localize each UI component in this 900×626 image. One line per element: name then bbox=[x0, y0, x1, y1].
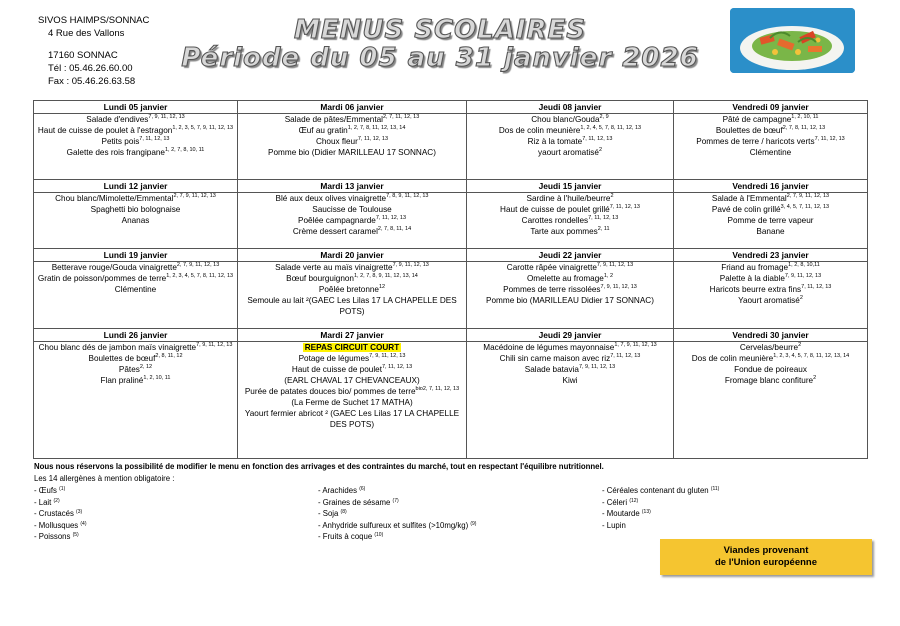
dish-item bbox=[240, 408, 464, 430]
dish-name: Carotte râpée vinaigrette bbox=[506, 263, 597, 272]
dish-name: Macédoine de légumes mayonnaise bbox=[483, 343, 615, 352]
dish-item bbox=[469, 342, 671, 353]
allergen-codes: 2, 7, 8, 11, 14 bbox=[377, 226, 412, 232]
menu-title: MENUS SCOLAIRES bbox=[293, 15, 587, 45]
allergen-name: - Crustacés bbox=[34, 509, 74, 519]
allergen-codes: 2, 7, 9, 11, 12, 13 bbox=[176, 262, 220, 268]
dish-item bbox=[240, 273, 464, 284]
allergen-number: (1) bbox=[59, 486, 66, 492]
dish-item bbox=[36, 193, 235, 204]
dish-item bbox=[676, 125, 865, 136]
dish-item bbox=[240, 364, 464, 375]
day-menu-cell bbox=[467, 114, 674, 180]
dish-item bbox=[240, 262, 464, 273]
allergen-name: - Œufs bbox=[34, 486, 57, 495]
dish-name: Haricots beurre extra fins bbox=[709, 285, 802, 294]
allergen-number: (5) bbox=[72, 532, 79, 539]
phone: Tél : 05.46.26.60.00 bbox=[48, 63, 133, 74]
dish-name: Purée de patates douces bio/ pommes de terre bbox=[244, 387, 416, 396]
allergen-name: - Fruits à coque bbox=[318, 532, 373, 542]
dish-item bbox=[240, 375, 464, 386]
dish-item bbox=[469, 262, 671, 273]
dish-name: Crème dessert caramel bbox=[292, 227, 378, 236]
day-menu-cell bbox=[34, 262, 238, 329]
allergen-codes: 7, 9, 11, 12, 13 bbox=[148, 114, 185, 120]
allergen-name: - Graines de sésame bbox=[318, 497, 391, 507]
allergen-name: - Céréales contenant du gluten bbox=[602, 486, 709, 495]
dish-photo bbox=[730, 8, 855, 73]
page-title bbox=[160, 16, 720, 72]
allergen-codes: 7, 11, 12, 13 bbox=[588, 215, 619, 221]
day-menu-cell bbox=[34, 114, 238, 180]
allergens-col-3 bbox=[602, 485, 719, 531]
allergen-item bbox=[318, 497, 476, 509]
allergen-name: - Anhydride sulfureux et sulfites (>10mg/kg) bbox=[318, 520, 469, 530]
dish-name: Salade verte au maïs vinaigrette bbox=[275, 263, 393, 272]
allergen-codes: bio2, 7, 11, 12, 13 bbox=[415, 386, 460, 392]
dish-item bbox=[676, 295, 865, 306]
dish-name: Haut de cuisse de poulet bbox=[291, 365, 382, 374]
dish-name: Tarte aux pommes bbox=[530, 227, 598, 236]
dish-name: yaourt aromatisé bbox=[537, 148, 599, 157]
dish-item bbox=[240, 353, 464, 364]
dish-item bbox=[676, 226, 865, 237]
allergen-item bbox=[602, 508, 719, 520]
dish-item bbox=[36, 147, 235, 158]
day-heading: Lundi 26 janvier bbox=[34, 329, 238, 342]
allergen-item bbox=[318, 508, 476, 520]
week-dishes-row bbox=[34, 114, 868, 180]
day-menu-cell bbox=[238, 262, 467, 329]
allergen-codes: 7, 11, 12, 13 bbox=[610, 353, 641, 359]
address-block bbox=[38, 14, 149, 88]
allergen-codes: 3, 4, 5, 7, 11, 12, 13 bbox=[780, 204, 830, 210]
dish-name: Dos de colin meunière bbox=[498, 126, 581, 135]
allergen-item bbox=[602, 497, 719, 509]
day-heading: Jeudi 22 janvier bbox=[467, 249, 674, 262]
dish-item bbox=[36, 125, 235, 136]
allergen-number: (11) bbox=[710, 486, 720, 492]
allergen-number: (8) bbox=[340, 509, 347, 516]
dish-name: Chou blanc/Gouda bbox=[531, 115, 600, 124]
allergen-codes: 7, 11, 12, 13 bbox=[582, 136, 613, 142]
day-menu-cell bbox=[467, 342, 674, 459]
dish-item bbox=[469, 295, 671, 306]
dish-name: Cervelas/beurre bbox=[739, 343, 799, 352]
day-heading: Lundi 19 janvier bbox=[34, 249, 238, 262]
dish-name: Gratin de poisson/pommes de terre bbox=[37, 274, 167, 283]
menu-period: Période du 05 au 31 janvier 2026 bbox=[181, 43, 699, 73]
dish-name: Riz à la tomate bbox=[527, 137, 583, 146]
dish-name: Œuf au gratin bbox=[298, 126, 348, 135]
dish-item bbox=[36, 215, 235, 226]
street: 4 Rue des Vallons bbox=[48, 28, 125, 39]
allergen-item bbox=[602, 520, 719, 532]
dish-name: Poêlée bretonne bbox=[318, 285, 379, 294]
city: 17160 SONNAC bbox=[48, 50, 118, 61]
day-heading: Vendredi 30 janvier bbox=[674, 329, 868, 342]
dish-item bbox=[676, 215, 865, 226]
dish-item bbox=[676, 147, 865, 158]
dish-item bbox=[240, 215, 464, 226]
day-menu-cell bbox=[34, 193, 238, 249]
dish-name: Choux fleur bbox=[315, 137, 358, 146]
dish-name: Saucisse de Toulouse bbox=[312, 205, 392, 214]
dish-name: Boulettes de bœuf bbox=[715, 126, 783, 135]
dish-name: Salade batavia bbox=[524, 365, 579, 374]
dish-name: Pavé de colin grillé bbox=[711, 205, 781, 214]
dish-item bbox=[469, 125, 671, 136]
dish-item bbox=[676, 136, 865, 147]
origin-line-1: Viandes provenant bbox=[723, 545, 809, 556]
dish-name: Ananas bbox=[121, 216, 150, 225]
dish-name: (EARL CHAVAL 17 CHEVANCEAUX) bbox=[284, 376, 420, 385]
day-heading: Mardi 13 janvier bbox=[238, 180, 467, 193]
dish-name: Haut de cuisse de poulet à l'estragon bbox=[37, 126, 173, 135]
disclaimer: Nous nous réservons la possibilité de modifier le menu en fonction des arrivages et des contraintes du marché, tout en respectant l'équilibre nutritionnel. bbox=[34, 462, 604, 471]
dish-name: Bœuf bourguignon bbox=[286, 274, 354, 283]
allergen-name: - Moutarde bbox=[602, 509, 640, 519]
dish-name: Betterave rouge/Gouda vinaigrette bbox=[51, 263, 177, 272]
allergen-codes: 7, 9, 11, 12, 13 bbox=[600, 284, 637, 290]
dish-item bbox=[240, 226, 464, 237]
allergen-codes: 7, 9, 11, 12, 13 bbox=[369, 353, 406, 359]
allergen-codes: 1, 2, 7, 8, 10, 11 bbox=[164, 147, 205, 153]
allergen-item bbox=[34, 497, 87, 509]
day-heading: Mardi 06 janvier bbox=[238, 101, 467, 114]
dish-item bbox=[36, 114, 235, 125]
allergen-codes: 7, 11, 12, 13 bbox=[801, 284, 832, 290]
dish-item bbox=[676, 114, 865, 125]
day-heading: Jeudi 15 janvier bbox=[467, 180, 674, 193]
dish-item bbox=[240, 295, 464, 317]
dish-name: Blé aux deux olives vinaigrette bbox=[275, 194, 387, 203]
allergen-item bbox=[602, 485, 719, 497]
allergen-item bbox=[34, 520, 87, 532]
allergen-codes: 7, 11, 12, 13 bbox=[609, 204, 640, 210]
dish-item bbox=[469, 375, 671, 386]
day-menu-cell bbox=[674, 193, 868, 249]
dish-item bbox=[240, 114, 464, 125]
dish-name: Semoule au lait ²(GAEC Les Lilas 17 LA CHAPELLE DES POTS) bbox=[247, 296, 457, 316]
dish-item bbox=[240, 125, 464, 136]
dish-name: Pâté de campagne bbox=[722, 115, 792, 124]
day-heading: Vendredi 23 janvier bbox=[674, 249, 868, 262]
dish-name: Haut de cuisse de poulet grillé bbox=[500, 205, 610, 214]
allergen-codes: 2, 7, 9, 11, 12, 13 bbox=[786, 193, 830, 199]
day-heading: Vendredi 16 janvier bbox=[674, 180, 868, 193]
day-menu-cell bbox=[467, 262, 674, 329]
day-menu-cell bbox=[674, 342, 868, 459]
allergen-number: (12) bbox=[629, 497, 639, 504]
allergen-codes: 2 bbox=[798, 342, 802, 348]
dish-item bbox=[36, 353, 235, 364]
allergen-codes: 7, 11, 12, 13 bbox=[357, 136, 389, 142]
day-menu-cell bbox=[238, 193, 467, 249]
dish-item bbox=[240, 136, 464, 147]
dish-name: Salade d'endives bbox=[86, 115, 149, 124]
allergen-codes: 7, 9, 11, 12, 13 bbox=[392, 262, 429, 268]
allergen-codes: 1, 2, 10, 11 bbox=[791, 114, 819, 120]
dish-item bbox=[36, 375, 235, 386]
allergen-codes: 2, 11 bbox=[597, 226, 610, 232]
allergen-name: - Lupin bbox=[602, 520, 626, 530]
dish-item bbox=[469, 226, 671, 237]
dish-item bbox=[240, 397, 464, 408]
dish-item bbox=[676, 273, 865, 284]
dish-name: Banane bbox=[756, 227, 785, 236]
dish-item bbox=[676, 342, 865, 353]
allergens-title: Les 14 allergènes à mention obligatoire : bbox=[34, 474, 175, 483]
allergen-codes: 1, 2, 3, 5, 7, 9, 11, 12, 13 bbox=[172, 125, 234, 131]
day-heading: Lundi 05 janvier bbox=[34, 101, 238, 114]
day-heading: Jeudi 29 janvier bbox=[467, 329, 674, 342]
meat-origin-badge bbox=[660, 539, 872, 575]
allergen-codes: 7, 9, 11, 12, 13 bbox=[578, 364, 616, 370]
allergens-col-2 bbox=[318, 485, 476, 543]
day-menu-cell bbox=[467, 193, 674, 249]
allergen-codes: 7, 11, 12, 13 bbox=[381, 364, 413, 370]
allergen-codes: 2 bbox=[610, 193, 614, 199]
dish-item bbox=[676, 262, 865, 273]
allergen-codes: 2, 8, 11, 12 bbox=[155, 353, 183, 359]
dish-item bbox=[469, 284, 671, 295]
menu-table bbox=[33, 100, 868, 459]
allergen-name: - Soja bbox=[318, 509, 339, 519]
week-header-row bbox=[34, 180, 868, 193]
allergen-item bbox=[318, 485, 476, 497]
dish-item bbox=[36, 204, 235, 215]
dish-name: Boulettes de bœuf bbox=[88, 354, 156, 363]
allergen-codes: 2 bbox=[813, 375, 817, 381]
dish-name: Fondue de poireaux bbox=[734, 365, 807, 374]
allergen-item bbox=[34, 531, 87, 543]
dish-item bbox=[469, 204, 671, 215]
dish-item bbox=[469, 215, 671, 226]
allergen-codes: 7, 11, 12, 13 bbox=[375, 215, 407, 221]
dish-name: Fromage blanc confiture bbox=[724, 376, 814, 385]
week-dishes-row bbox=[34, 193, 868, 249]
dish-name: Pomme de terre vapeur bbox=[727, 216, 814, 225]
allergen-number: (9) bbox=[470, 520, 477, 527]
allergen-codes: 2 bbox=[598, 147, 603, 153]
dish-name: Chou blanc/Mimolette/Emmental bbox=[55, 194, 174, 203]
dish-name: Poêlée campagnarde bbox=[297, 216, 376, 225]
allergen-item bbox=[318, 520, 476, 532]
dish-name: Chou blanc dés de jambon maïs vinaigrette bbox=[38, 343, 197, 352]
allergen-number: (4) bbox=[80, 520, 87, 527]
allergen-item bbox=[318, 531, 476, 543]
dish-item bbox=[676, 364, 865, 375]
allergen-codes: 2, 9 bbox=[599, 114, 609, 120]
week-header-row bbox=[34, 101, 868, 114]
allergen-number: (3) bbox=[76, 509, 83, 516]
dish-item bbox=[36, 136, 235, 147]
dish-item bbox=[240, 204, 464, 215]
dish-name: Spaghetti bio bolognaise bbox=[90, 205, 181, 214]
dish-item bbox=[36, 342, 235, 353]
week-header-row bbox=[34, 249, 868, 262]
day-heading: Mardi 20 janvier bbox=[238, 249, 467, 262]
dish-name: Palette à la diable bbox=[719, 274, 785, 283]
dish-item bbox=[676, 375, 865, 386]
allergen-number: (6) bbox=[359, 486, 366, 492]
dish-item bbox=[469, 273, 671, 284]
dish-item bbox=[469, 114, 671, 125]
dish-item bbox=[469, 364, 671, 375]
day-heading: Jeudi 08 janvier bbox=[467, 101, 674, 114]
allergen-number: (10) bbox=[374, 532, 384, 539]
allergen-codes: 1, 2, 3, 4, 5, 7, 8, 11, 12, 13 bbox=[166, 273, 234, 279]
dish-name: (La Ferme de Suchet 17 MATHA) bbox=[291, 398, 413, 407]
allergen-codes: 1, 2, 4, 5, 7, 8, 11, 12, 13 bbox=[580, 125, 642, 131]
dish-name: Sardine à l'huile/beurre bbox=[526, 194, 611, 203]
dish-name: Clémentine bbox=[114, 285, 157, 294]
allergen-codes: 1, 7, 9, 11, 12, 13 bbox=[614, 342, 657, 348]
allergen-codes: 1, 2, 7, 8, 11, 12, 13, 14 bbox=[347, 125, 406, 131]
dish-item bbox=[240, 284, 464, 295]
allergen-codes: 7, 11, 12, 13 bbox=[814, 136, 845, 142]
allergens-col-1 bbox=[34, 485, 87, 543]
allergen-name: - Lait bbox=[34, 497, 52, 507]
allergen-number: (13) bbox=[641, 509, 651, 516]
allergen-codes: 2 bbox=[799, 295, 803, 301]
day-heading: Mardi 27 janvier bbox=[238, 329, 467, 342]
day-menu-cell bbox=[674, 262, 868, 329]
allergen-number: (7) bbox=[392, 497, 399, 504]
allergen-codes: 1, 2, 8, 10,11 bbox=[788, 262, 820, 268]
allergen-codes: 1, 2, 7, 8, 9, 11, 12, 13, 14 bbox=[354, 273, 418, 279]
dish-name: Salade à l'Emmental bbox=[711, 194, 787, 203]
dish-item bbox=[469, 353, 671, 364]
dish-item bbox=[676, 204, 865, 215]
dish-name: Petits pois bbox=[101, 137, 140, 146]
dish-item bbox=[469, 193, 671, 204]
allergen-codes: 12 bbox=[378, 284, 386, 290]
dish-name: Pommes de terre / haricots verts bbox=[696, 137, 815, 146]
week-dishes-row bbox=[34, 262, 868, 329]
dish-item bbox=[676, 353, 865, 364]
allergen-codes: 7, 9, 11, 12, 13 bbox=[784, 273, 822, 279]
dish-name: Potage de légumes bbox=[298, 354, 370, 363]
allergen-codes: 7, 9, 11, 12, 13 bbox=[596, 262, 634, 268]
day-heading: Lundi 12 janvier bbox=[34, 180, 238, 193]
dish-item bbox=[240, 147, 464, 158]
day-menu-cell bbox=[34, 342, 238, 459]
allergen-name: - Poissons bbox=[34, 532, 71, 542]
day-menu-cell bbox=[238, 114, 467, 180]
dish-item bbox=[36, 364, 235, 375]
allergen-number: (2) bbox=[53, 497, 60, 504]
allergen-codes: 7, 8, 9, 11, 12, 13 bbox=[386, 193, 429, 199]
dish-item bbox=[676, 193, 865, 204]
dish-name: Flan praliné bbox=[100, 376, 144, 385]
dish-item bbox=[36, 284, 235, 295]
dish-name: Salade de pâtes/Emmental bbox=[284, 115, 383, 124]
allergen-codes: 1, 2, 3, 4, 5, 7, 8, 11, 12, 13, 14 bbox=[773, 353, 850, 359]
allergen-name: - Céleri bbox=[602, 497, 628, 507]
highlight-label: REPAS CIRCUIT COURT bbox=[304, 343, 400, 352]
dish-name: Kiwi bbox=[562, 376, 578, 385]
day-heading: Vendredi 09 janvier bbox=[674, 101, 868, 114]
origin-line-2: de l'Union européenne bbox=[714, 557, 818, 568]
allergen-name: - Arachides bbox=[318, 486, 358, 495]
allergen-codes: 2, 7, 11, 12, 13 bbox=[383, 114, 420, 120]
dish-name: Carottes rondelles bbox=[521, 216, 589, 225]
dish-item bbox=[36, 262, 235, 273]
dish-name: Pommes de terre rissolées bbox=[503, 285, 601, 294]
dish-item bbox=[469, 136, 671, 147]
dish-item bbox=[676, 284, 865, 295]
allergen-codes: 1, 2 bbox=[603, 273, 614, 279]
allergen-codes: 7, 9, 11, 12, 13 bbox=[196, 342, 233, 348]
dish-name: Clémentine bbox=[749, 148, 792, 157]
dish-name: Chili sin carne maison avec riz bbox=[499, 354, 611, 363]
dish-name: Pâtes bbox=[118, 365, 140, 374]
org-name: SIVOS HAIMPS/SONNAC bbox=[38, 15, 150, 26]
allergen-codes: 2, 7, 8, 11, 12, 13 bbox=[782, 125, 826, 131]
dish-name: Friand au fromage bbox=[721, 263, 789, 272]
allergen-item bbox=[34, 508, 87, 520]
dish-name: Yaourt fermier abricot ² (GAEC Les Lilas 17 LA CHAPELLE DES POTS) bbox=[244, 409, 460, 429]
dish-name: Yaourt aromatisé bbox=[738, 296, 800, 305]
allergen-item bbox=[34, 485, 87, 497]
week-header-row bbox=[34, 329, 868, 342]
day-menu-cell bbox=[674, 114, 868, 180]
day-menu-cell bbox=[238, 342, 467, 459]
dish-item bbox=[240, 193, 464, 204]
allergen-codes: 1, 2, 10, 11 bbox=[143, 375, 171, 381]
dish-name: Omelette au fromage bbox=[526, 274, 604, 283]
dish-name: Galette des rois frangipane bbox=[66, 148, 165, 157]
dish-name: Pomme bio (Didier MARILLEAU 17 SONNAC) bbox=[268, 148, 436, 157]
dish-name: Dos de colin meunière bbox=[691, 354, 774, 363]
dish-item bbox=[469, 147, 671, 158]
dish-item bbox=[240, 386, 464, 397]
allergen-codes: 2, 7, 9, 11, 12, 13 bbox=[173, 193, 216, 199]
week-dishes-row bbox=[34, 342, 868, 459]
dish-item bbox=[36, 273, 235, 284]
allergen-codes: 2, 12 bbox=[139, 364, 153, 370]
fax: Fax : 05.46.26.63.58 bbox=[48, 76, 136, 87]
dish-name: Pomme bio (MARILLEAU Didier 17 SONNAC) bbox=[486, 296, 654, 305]
allergen-codes: 7, 11, 12, 13 bbox=[139, 136, 170, 142]
allergen-name: - Mollusques bbox=[34, 520, 79, 530]
